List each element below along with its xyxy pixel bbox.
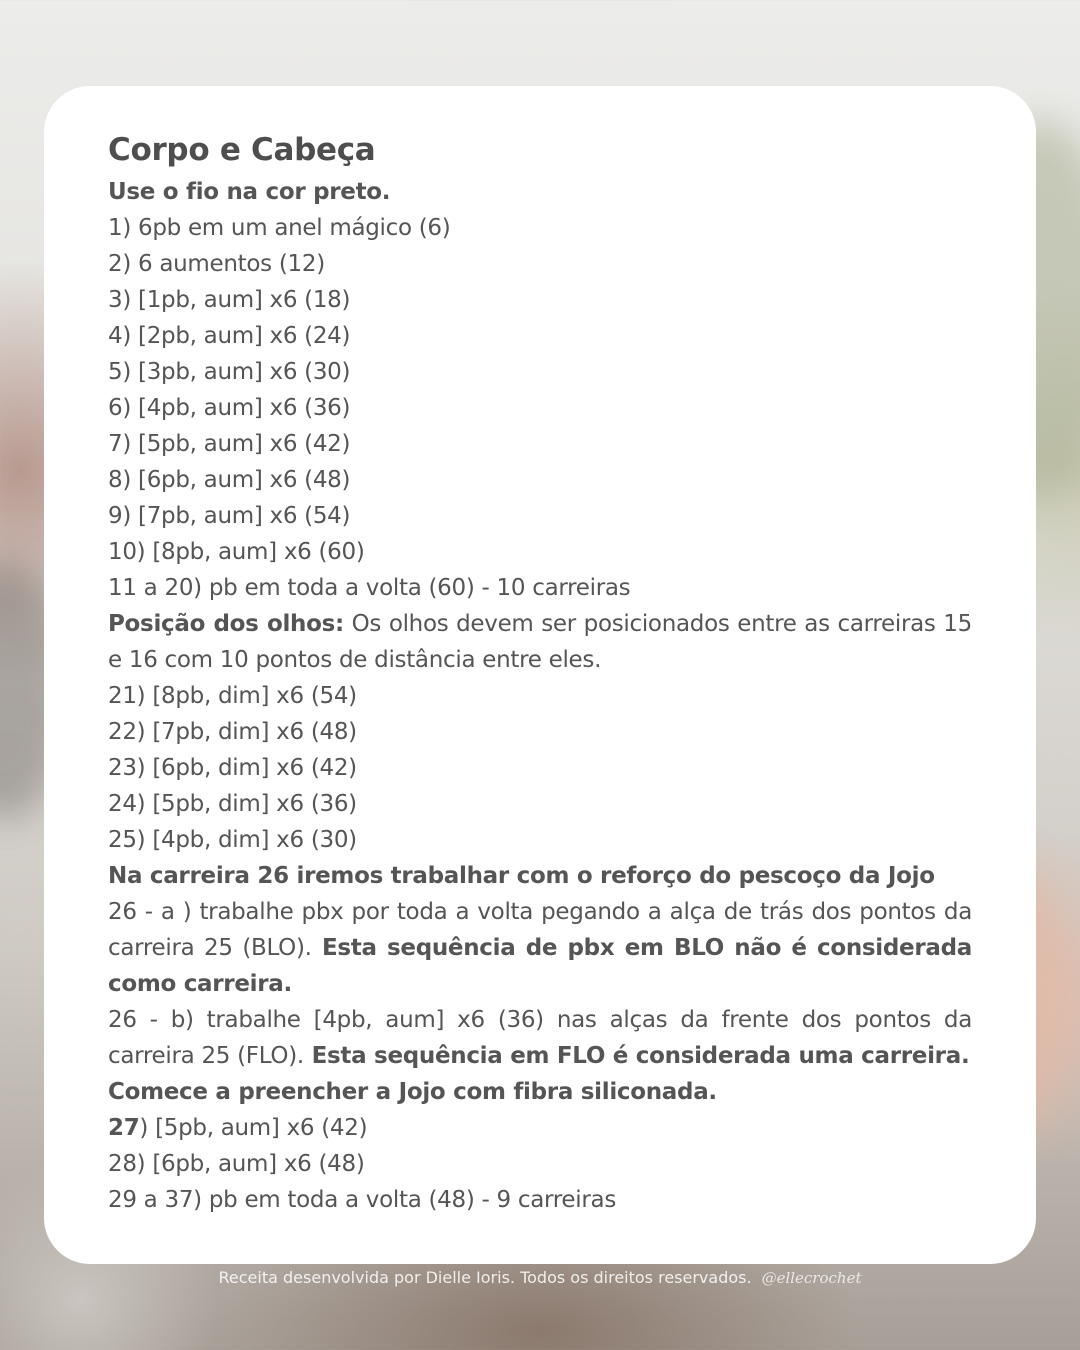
round-line: 10) [8pb, aum] x6 (60) <box>108 539 365 565</box>
neck-heading: Na carreira 26 iremos trabalhar com o reforço do pescoço da Jojo <box>108 863 935 889</box>
stuffing-note: Comece a preencher a Jojo com fibra siliconada. <box>108 1079 717 1105</box>
footer <box>0 1266 1080 1290</box>
eye-position-note <box>108 606 972 678</box>
round-line: 25) [4pb, dim] x6 (30) <box>108 827 357 853</box>
round-line: 23) [6pb, dim] x6 (42) <box>108 755 357 781</box>
step-26b-text: 26 - b) trabalhe [4pb, aum] x6 (36) nas alças da frente dos pontos da carreira 25 (FLO). <box>108 1007 972 1069</box>
eye-position-label: Posição dos olhos: <box>108 611 344 637</box>
round-line: 1) 6pb em um anel mágico (6) <box>108 215 451 241</box>
signature-watermark: @ellecrochet <box>761 1269 862 1287</box>
round-line: 6) [4pb, aum] x6 (36) <box>108 395 351 421</box>
round-line: 28) [6pb, aum] x6 (48) <box>108 1151 365 1177</box>
round-27-number: 27 <box>108 1115 140 1141</box>
copyright-text: Receita desenvolvida por Dielle Ioris. Todos os direitos reservados. <box>218 1268 752 1287</box>
round-line: 24) [5pb, dim] x6 (36) <box>108 791 357 817</box>
round-27-text: ) [5pb, aum] x6 (42) <box>139 1115 368 1141</box>
step-26b-note: Esta sequência em FLO é considerada uma carreira. <box>303 1043 970 1069</box>
step-26a-text: 26 - a ) trabalhe pbx por toda a volta pegando a alça de trás dos pontos da carreira 25 (BLO). <box>108 899 972 961</box>
round-line: 9) [7pb, aum] x6 (54) <box>108 503 351 529</box>
round-line: 22) [7pb, dim] x6 (48) <box>108 719 357 745</box>
round-line: 3) [1pb, aum] x6 (18) <box>108 287 351 313</box>
yarn-instruction: Use o fio na cor preto. <box>108 179 391 205</box>
round-line: 7) [5pb, aum] x6 (42) <box>108 431 351 457</box>
pattern-card <box>44 86 1036 1264</box>
step-26a-note: Esta sequência de pbx em BLO não é considerada como carreira. <box>108 935 972 997</box>
card-title: Corpo e Cabeça <box>108 132 376 168</box>
step-26b <box>108 1002 972 1074</box>
eye-position-text: Os olhos devem ser posicionados entre as carreiras 15 e 16 com 10 pontos de distância entre eles. <box>108 611 972 673</box>
round-line <box>108 1110 972 1146</box>
round-line: 21) [8pb, dim] x6 (54) <box>108 683 357 709</box>
round-line: 5) [3pb, aum] x6 (30) <box>108 359 351 385</box>
round-line: 29 a 37) pb em toda a volta (48) - 9 carreiras <box>108 1187 617 1213</box>
round-line: 11 a 20) pb em toda a volta (60) - 10 carreiras <box>108 575 631 601</box>
round-line: 8) [6pb, aum] x6 (48) <box>108 467 351 493</box>
step-26a <box>108 894 972 1002</box>
round-line: 4) [2pb, aum] x6 (24) <box>108 323 351 349</box>
round-line: 2) 6 aumentos (12) <box>108 251 325 277</box>
